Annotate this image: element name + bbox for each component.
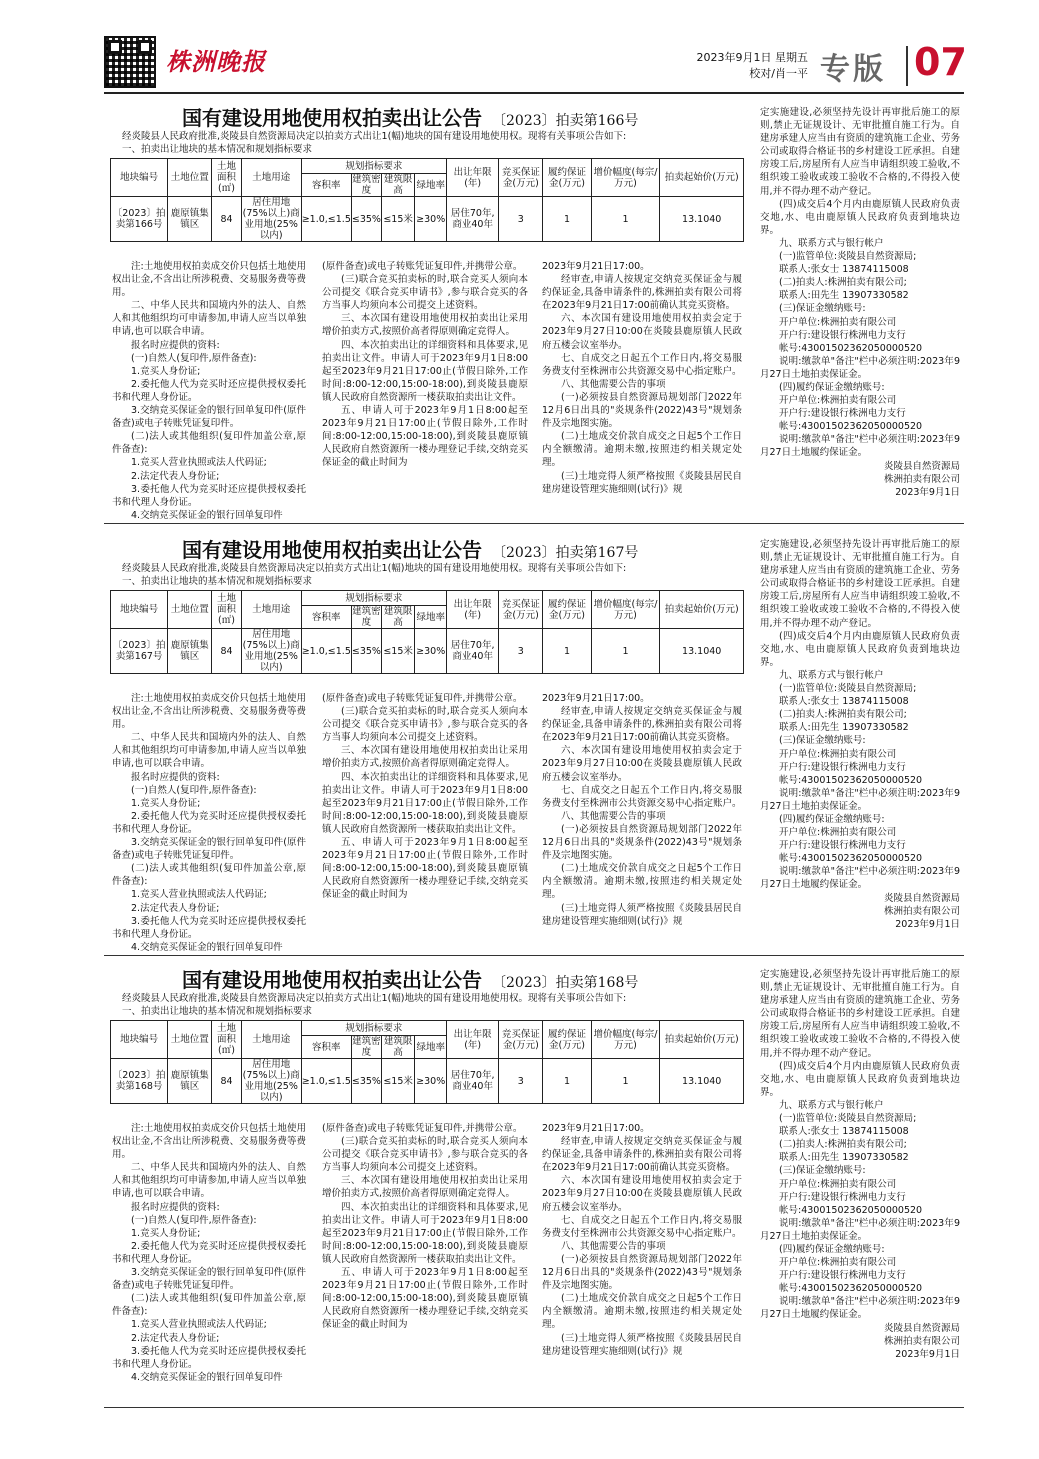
- cell-green: ≥30%: [415, 1059, 447, 1104]
- paragraph: (一)必须按县自然资源局规划部门2022年12月6日出具的"炎规条件(2022)43号"规划条件及宗地图实施。: [542, 1253, 742, 1292]
- header-deposit: 竞买保证金(万元): [499, 1021, 543, 1059]
- cell-term: 居住70年,商业40年: [447, 197, 499, 242]
- cell-perf: 1: [543, 629, 591, 674]
- header-area: 土地面积(㎡): [212, 159, 241, 197]
- paragraph: (原件备查)或电子转账凭证复印件,并携带公章。: [322, 693, 523, 704]
- announcement-title: [182, 102, 638, 131]
- header-deposit: 竞买保证金(万元): [499, 159, 543, 197]
- table-row: [111, 1059, 744, 1104]
- cell-use: 居住用地(75%以上)商业用地(25%以内): [242, 1059, 300, 1103]
- header-far: 容积率: [301, 606, 351, 629]
- paragraph: 2.法定代表人身份证;: [131, 902, 220, 914]
- plot-table: [110, 1020, 744, 1104]
- header-planning: 规划指标要求: [301, 1021, 446, 1036]
- paragraph: 3.交纳竞买保证金的银行回单复印件(原件备查)或电子转账凭证复印件。: [112, 837, 306, 862]
- paragraph: (四)履约保证金缴纳账号:: [779, 1243, 885, 1255]
- announcement-intro: [122, 992, 762, 1018]
- cell-far: ≥1.0,≤1.5: [301, 197, 351, 242]
- header-start-price: 拍卖起始价(万元): [660, 591, 744, 629]
- paragraph: 1.竞买人身份证;: [131, 365, 201, 377]
- paragraph: (一)自然人(复印件,原件备查):: [131, 784, 257, 796]
- header-location: 土地位置: [168, 1021, 212, 1059]
- cell-plot-no: 〔2023〕拍卖第166号: [111, 197, 168, 242]
- paragraph: 七、自成交之日起五个工作日内,将交易服务费支付至株洲市公共资源交易中心指定账户。: [542, 1214, 742, 1239]
- cell-height: ≤15米: [381, 629, 414, 674]
- header-perf: 履约保证金(万元): [543, 591, 591, 629]
- header-green: 绿地率: [415, 174, 447, 197]
- announcement-title: [182, 534, 638, 563]
- header-use: 土地用途: [241, 159, 301, 197]
- announcement-intro: [122, 562, 762, 588]
- cell-location: 鹿原镇集镇区: [168, 629, 212, 674]
- header-deposit: 竞买保证金(万元): [499, 591, 543, 629]
- paragraph: 报名时应提供的资料:: [131, 339, 220, 351]
- announcement-intro: [122, 130, 762, 156]
- header-area: 土地面积(㎡): [212, 1021, 241, 1059]
- paragraph: 说明:缴款单"备注"栏中必须注明:2023年9月27日土地拍卖保证金。: [760, 787, 960, 812]
- intro-heading: 一、拍卖出让地块的基本情况和规划指标要求: [122, 576, 313, 587]
- paragraph: 六、本次国有建设用地使用权拍卖会定于2023年9月27日10:00在炎陵县鹿原镇人民政府五楼会议室举办。: [542, 313, 742, 351]
- paragraph: 2.法定代表人身份证;: [131, 1332, 220, 1344]
- paragraph: 四、本次拍卖出让的详细资料和具体要求,见拍卖出让文件。申请人可于2023年9月1日8:00起至2023年9月21日17:00止(节假日除外,工作时间:8:00-12:00,15:00-18:00),到炎陵县鹿原镇人民政府自然资源所一楼获取拍卖出让文件。: [322, 339, 528, 403]
- paragraph: 四、本次拍卖出让的详细资料和具体要求,见拍卖出让文件。申请人可于2023年9月1日8:00起至2023年9月21日17:00止(节假日除外,工作时间:8:00-12:00,15:00-18:00),到炎陵县鹿原镇人民政府自然资源所一楼获取拍卖出让文件。: [322, 1201, 528, 1265]
- table-row: [111, 629, 744, 674]
- announcement-title-text: 国有建设用地使用权拍卖出让公告: [182, 106, 482, 130]
- paragraph: (二)土地成交价款自成交之日起5个工作日内全额缴清。逾期未缴,按照违约相关规定处理。: [542, 863, 742, 901]
- paragraph: 六、本次国有建设用地使用权拍卖会定于2023年9月27日10:00在炎陵县鹿原镇人民政府五楼会议室举办。: [542, 1175, 742, 1213]
- cell-term: 居住70年,商业40年: [447, 629, 499, 674]
- paragraph: (三)土地竞得人须严格按照《炎陵县居民自建房建设管理实施细则(试行)》规: [542, 1332, 742, 1357]
- paragraph: 注:土地使用权拍卖成交价只包括土地使用权出让金,不含出让所涉税费、交易服务费等费用。: [112, 261, 306, 299]
- paragraph: (二)土地成交价款自成交之日起5个工作日内全额缴清。逾期未缴,按照违约相关规定处理。: [542, 1293, 742, 1331]
- plot-table: [110, 158, 744, 242]
- paragraph: 联系人:田先生 13907330582: [779, 1152, 909, 1164]
- header-plot-no: 地块编号: [111, 1021, 168, 1059]
- cell-increment: 1: [591, 1059, 660, 1104]
- paragraph: 开户单位:株洲拍卖有限公司: [779, 1257, 897, 1269]
- cell-perf: 1: [543, 197, 591, 242]
- paragraph: (三)联合竞买拍卖标的时,联合竞买人须向本公司提交《联合竞买申请书》,参与联合竞买的各方当事人均须向本公司提交上述资料。: [322, 274, 528, 312]
- body-column-3: [542, 692, 742, 928]
- paragraph: 说明:缴款单"备注"栏中必须注明:2023年9月27日土地履约保证金。: [760, 866, 960, 891]
- paragraph: 2.委托他人代为竞买时还应提供授权委托书和代理人身份证。: [112, 810, 306, 835]
- paragraph: (一)必须按县自然资源局规划部门2022年12月6日出具的"炎规条件(2022)43号"规划条件及宗地图实施。: [542, 823, 742, 862]
- header-use: 土地用途: [241, 591, 301, 629]
- header-plot-no: 地块编号: [111, 591, 168, 629]
- header-start-price: 拍卖起始价(万元): [660, 159, 744, 197]
- signature-date: 2023年9月1日: [895, 918, 960, 930]
- header-density: 建筑密度: [352, 1036, 381, 1058]
- cell-deposit: 3: [499, 1059, 543, 1104]
- paragraph: 3.委托他人代为竞买时还应提供授权委托书和代理人身份证。: [112, 1345, 306, 1370]
- newspaper-logo: 株洲晚报: [166, 47, 266, 76]
- paragraph: 经审查,申请人按规定交纳竞买保证金与履约保证金,具备申请条件的,株洲拍卖有限公司将在2023年9月21日17:00前确认其竞买资格。: [542, 1136, 742, 1174]
- body-column-2: [322, 692, 528, 902]
- paragraph: (一)监管单位:炎陵县自然资源局;: [779, 1113, 917, 1125]
- body-column-2: [322, 1122, 528, 1332]
- intro-heading: 一、拍卖出让地块的基本情况和规划指标要求: [122, 144, 313, 155]
- paragraph: 开户行:建设银行株洲电力支行: [779, 408, 906, 420]
- paragraph: 1.竞买人营业执照或法人代码证;: [131, 457, 267, 469]
- paragraph: 帐号:43001502362050000520: [779, 853, 923, 865]
- cell-density: ≤35%: [351, 629, 381, 674]
- body-column-1: [112, 692, 306, 954]
- signature-org: 炎陵县自然资源局: [883, 892, 960, 904]
- paragraph: 3.交纳竞买保证金的银行回单复印件(原件备查)或电子转账凭证复印件。: [112, 405, 306, 430]
- header-planning: 规划指标要求: [301, 591, 446, 606]
- cell-density: ≤35%: [351, 197, 381, 242]
- paragraph: 九、联系方式与银行帐户: [779, 669, 884, 681]
- paragraph: 说明:缴款单"备注"栏中必须注明:2023年9月27日土地拍卖保证金。: [760, 1217, 960, 1242]
- paragraph: 2023年9月21日17:00。: [542, 693, 650, 704]
- paragraph: 七、自成交之日起五个工作日内,将交易服务费支付至株洲市公共资源交易中心指定账户。: [542, 784, 742, 809]
- body-column-4: [760, 538, 960, 931]
- paragraph: (四)履约保证金缴纳账号:: [779, 381, 885, 393]
- body-column-3: [542, 260, 742, 496]
- signature-date: 2023年9月1日: [895, 1348, 960, 1360]
- paragraph: 二、中华人民共和国境内外的法人、自然人和其他组织均可申请参加,申请人应当以单独申请,也可以联合申请。: [112, 300, 306, 338]
- paragraph: 说明:缴款单"备注"栏中必须注明:2023年9月27日土地履约保证金。: [760, 1296, 960, 1321]
- dateline: [660, 50, 808, 82]
- paragraph: (四)履约保证金缴纳账号:: [779, 813, 885, 825]
- paragraph: 2.委托他人代为竞买时还应提供授权委托书和代理人身份证。: [112, 378, 306, 403]
- paragraph: 开户行:建设银行株洲电力支行: [779, 840, 906, 852]
- cell-area: 84: [212, 629, 241, 674]
- paragraph: 联系人:张女士 13874115008: [779, 696, 909, 708]
- paragraph: (四)成交后4个月内由鹿原镇人民政府负责交地,水、电由鹿原镇人民政府负责到地块边界。: [760, 1060, 960, 1098]
- cell-far: ≥1.0,≤1.5: [301, 1059, 351, 1104]
- paragraph: 说明:缴款单"备注"栏中必须注明:2023年9月27日土地拍卖保证金。: [760, 355, 960, 380]
- paragraph: 八、其他需要公告的事项: [561, 810, 666, 822]
- section-divider: [104, 1407, 964, 1408]
- paragraph: 三、本次国有建设用地使用权拍卖出让采用增价拍卖方式,按照价高者得原则确定竞得人。: [322, 1175, 528, 1200]
- qr-code-icon: [104, 36, 156, 88]
- paragraph: 联系人:田先生 13907330582: [779, 722, 909, 734]
- header-term: 出让年限(年): [447, 159, 499, 197]
- paragraph: 注:土地使用权拍卖成交价只包括土地使用权出让金,不含出让所涉税费、交易服务费等费用。: [112, 693, 306, 731]
- cell-plot-no: 〔2023〕拍卖第167号: [111, 629, 168, 674]
- paragraph: 五、申请人可于2023年9月1日8:00起至2023年9月21日17:00止(节假日除外,工作时间:8:00-12:00,15:00-18:00),到炎陵县鹿原镇人民政府自然资源所一楼办理登记手续,交纳竞买保证金的截止时间为: [322, 1267, 528, 1331]
- header-term: 出让年限(年): [447, 591, 499, 629]
- page-header: [0, 0, 1039, 96]
- paragraph: 三、本次国有建设用地使用权拍卖出让采用增价拍卖方式,按照价高者得原则确定竞得人。: [322, 745, 528, 770]
- paragraph: (四)成交后4个月内由鹿原镇人民政府负责交地,水、电由鹿原镇人民政府负责到地块边界。: [760, 198, 960, 236]
- announcement-number: 〔2023〕拍卖第167号: [492, 545, 639, 561]
- paragraph: 1.竞买人营业执照或法人代码证;: [131, 889, 267, 901]
- plot-table: [110, 590, 744, 674]
- cell-location: 鹿原镇集镇区: [168, 1059, 212, 1104]
- header-perf: 履约保证金(万元): [543, 159, 591, 197]
- paragraph: 帐号:43001502362050000520: [779, 342, 923, 354]
- paragraph: 开户行:建设银行株洲电力支行: [779, 329, 906, 341]
- paragraph: 报名时应提供的资料:: [131, 1201, 220, 1213]
- paragraph: 定实施建设,必须坚持先设计再审批后施工的原则,禁止无证规设计、无审批擅自施工行为。自建房承建人应当由有资质的建筑施工企业、劳务公司或取得合格证书的乡村建设工匠承担。自建房竣工后,房屋所有人应当申请组织竣工验收,不组织竣工验收或竣工验收不合格的,不得投入使用,并不得办理不动产登记。: [760, 539, 960, 629]
- signature-org: 株洲拍卖有限公司: [883, 905, 960, 917]
- signature-org: 株洲拍卖有限公司: [883, 1335, 960, 1347]
- header-rule: [104, 92, 964, 94]
- paragraph: 2023年9月21日17:00。: [542, 261, 650, 272]
- section-divider: [104, 523, 964, 524]
- cell-start-price: 13.1040: [660, 197, 744, 242]
- header-plot-no: 地块编号: [111, 159, 168, 197]
- cell-use: 居住用地(75%以上)商业用地(25%以内): [242, 197, 300, 241]
- paragraph: (三)土地竞得人须严格按照《炎陵县居民自建房建设管理实施细则(试行)》规: [542, 902, 742, 927]
- header-green: 绿地率: [415, 606, 447, 629]
- paragraph: 开户单位:株洲拍卖有限公司: [779, 316, 897, 328]
- paragraph: 2023年9月21日17:00。: [542, 1123, 650, 1134]
- cell-far: ≥1.0,≤1.5: [301, 629, 351, 674]
- header-density: 建筑密度: [352, 174, 381, 196]
- announcement-title-text: 国有建设用地使用权拍卖出让公告: [182, 968, 482, 992]
- paragraph: 二、中华人民共和国境内外的法人、自然人和其他组织均可申请参加,申请人应当以单独申请,也可以联合申请。: [112, 732, 306, 770]
- paragraph: 注:土地使用权拍卖成交价只包括土地使用权出让金,不含出让所涉税费、交易服务费等费用。: [112, 1123, 306, 1161]
- paragraph: 二、中华人民共和国境内外的法人、自然人和其他组织均可申请参加,申请人应当以单独申请,也可以联合申请。: [112, 1162, 306, 1200]
- page-number: 07: [914, 40, 967, 84]
- cell-start-price: 13.1040: [660, 1059, 744, 1104]
- paragraph: 4.交纳竞买保证金的银行回单复印件: [131, 941, 283, 953]
- paragraph: 4.交纳竞买保证金的银行回单复印件: [131, 509, 283, 521]
- paragraph: 六、本次国有建设用地使用权拍卖会定于2023年9月27日10:00在炎陵县鹿原镇人民政府五楼会议室举办。: [542, 745, 742, 783]
- paragraph: 开户单位:株洲拍卖有限公司: [779, 748, 897, 760]
- header-start-price: 拍卖起始价(万元): [660, 1021, 744, 1059]
- paragraph: (二)拍卖人:株洲拍卖有限公司;: [779, 709, 907, 721]
- cell-density: ≤35%: [351, 1059, 381, 1104]
- header-height: 建筑限高: [381, 174, 414, 197]
- paragraph: 开户行:建设银行株洲电力支行: [779, 1270, 906, 1282]
- table-row: [111, 197, 744, 242]
- paragraph: (三)保证金缴纳账号:: [779, 303, 866, 315]
- paragraph: (三)保证金缴纳账号:: [779, 1165, 866, 1177]
- paragraph: 报名时应提供的资料:: [131, 771, 220, 783]
- section-divider: [104, 955, 964, 956]
- body-column-3: [542, 1122, 742, 1358]
- paragraph: 1.竞买人身份证;: [131, 1227, 201, 1239]
- paragraph: (一)自然人(复印件,原件备查):: [131, 1214, 257, 1226]
- body-column-1: [112, 1122, 306, 1384]
- header-increment: 增价幅度(每宗/万元): [591, 1021, 660, 1059]
- paragraph: 经审查,申请人按规定交纳竞买保证金与履约保证金,具备申请条件的,株洲拍卖有限公司将在2023年9月21日17:00前确认其竞买资格。: [542, 706, 742, 744]
- paragraph: 开户单位:株洲拍卖有限公司: [779, 1178, 897, 1190]
- paragraph: 2.委托他人代为竞买时还应提供授权委托书和代理人身份证。: [112, 1240, 306, 1265]
- header-divider: [906, 46, 908, 86]
- paragraph: (一)必须按县自然资源局规划部门2022年12月6日出具的"炎规条件(2022)43号"规划条件及宗地图实施。: [542, 391, 742, 430]
- cell-height: ≤15米: [381, 197, 414, 242]
- body-column-4: [760, 106, 960, 499]
- paragraph: 4.交纳竞买保证金的银行回单复印件: [131, 1371, 283, 1383]
- header-planning: 规划指标要求: [301, 159, 446, 174]
- paragraph: 七、自成交之日起五个工作日内,将交易服务费支付至株洲市公共资源交易中心指定账户。: [542, 352, 742, 377]
- column-name: 专版: [820, 52, 886, 87]
- header-use: 土地用途: [241, 1021, 301, 1059]
- paragraph: (二)法人或其他组织(复印件加盖公章,原件备查):: [112, 1293, 306, 1318]
- paragraph: 3.委托他人代为竞买时还应提供授权委托书和代理人身份证。: [112, 483, 306, 508]
- header-density: 建筑密度: [352, 606, 381, 628]
- body-column-2: [322, 260, 528, 470]
- cell-increment: 1: [591, 197, 660, 242]
- paragraph: (原件备查)或电子转账凭证复印件,并携带公章。: [322, 1123, 523, 1134]
- paragraph: (一)自然人(复印件,原件备查):: [131, 352, 257, 364]
- cell-perf: 1: [543, 1059, 591, 1104]
- header-area: 土地面积(㎡): [212, 591, 241, 629]
- paragraph: 开户单位:株洲拍卖有限公司: [779, 395, 897, 407]
- cell-use: 居住用地(75%以上)商业用地(25%以内): [242, 629, 300, 673]
- paragraph: 帐号:43001502362050000520: [779, 1204, 923, 1216]
- paragraph: 联系人:张女士 13874115008: [779, 1126, 909, 1138]
- paragraph: (一)监管单位:炎陵县自然资源局;: [779, 251, 917, 263]
- paragraph: (二)拍卖人:株洲拍卖有限公司;: [779, 277, 907, 289]
- intro-line: 经炎陵县人民政府批准,炎陵县自然资源局决定以拍卖方式出让1(幅)地块的国有建设用地使用权。现将有关事项公告如下:: [122, 131, 627, 142]
- header-height: 建筑限高: [381, 606, 414, 629]
- announcement-title-text: 国有建设用地使用权拍卖出让公告: [182, 538, 482, 562]
- announcement-title: [182, 964, 638, 993]
- paragraph: 五、申请人可于2023年9月1日8:00起至2023年9月21日17:00止(节假日除外,工作时间:8:00-12:00,15:00-18:00),到炎陵县鹿原镇人民政府自然资源所一楼办理登记手续,交纳竞买保证金的截止时间为: [322, 405, 528, 469]
- header-far: 容积率: [301, 1036, 351, 1059]
- paragraph: (二)拍卖人:株洲拍卖有限公司;: [779, 1139, 907, 1151]
- paragraph: 五、申请人可于2023年9月1日8:00起至2023年9月21日17:00止(节假日除外,工作时间:8:00-12:00,15:00-18:00),到炎陵县鹿原镇人民政府自然资源所一楼办理登记手续,交纳竞买保证金的截止时间为: [322, 837, 528, 901]
- paragraph: 三、本次国有建设用地使用权拍卖出让采用增价拍卖方式,按照价高者得原则确定竞得人。: [322, 313, 528, 338]
- header-green: 绿地率: [415, 1036, 447, 1059]
- paragraph: 帐号:43001502362050000520: [779, 774, 923, 786]
- paragraph: 九、联系方式与银行帐户: [779, 237, 884, 249]
- paragraph: 定实施建设,必须坚持先设计再审批后施工的原则,禁止无证规设计、无审批擅自施工行为。自建房承建人应当由有资质的建筑施工企业、劳务公司或取得合格证书的乡村建设工匠承担。自建房竣工后,房屋所有人应当申请组织竣工验收,不组织竣工验收或竣工验收不合格的,不得投入使用,并不得办理不动产登记。: [760, 969, 960, 1059]
- editor-credit: 校对/肖一平: [749, 67, 808, 80]
- paragraph: (一)监管单位:炎陵县自然资源局;: [779, 683, 917, 695]
- header-location: 土地位置: [168, 591, 212, 629]
- cell-green: ≥30%: [415, 629, 447, 674]
- paragraph: 定实施建设,必须坚持先设计再审批后施工的原则,禁止无证规设计、无审批擅自施工行为。自建房承建人应当由有资质的建筑施工企业、劳务公司或取得合格证书的乡村建设工匠承担。自建房竣工后,房屋所有人应当申请组织竣工验收,不组织竣工验收或竣工验收不合格的,不得投入使用,并不得办理不动产登记。: [760, 107, 960, 197]
- paragraph: (二)法人或其他组织(复印件加盖公章,原件备查):: [112, 863, 306, 888]
- signature-date: 2023年9月1日: [895, 486, 960, 498]
- paragraph: (四)成交后4个月内由鹿原镇人民政府负责交地,水、电由鹿原镇人民政府负责到地块边界。: [760, 630, 960, 668]
- paragraph: 经审查,申请人按规定交纳竞买保证金与履约保证金,具备申请条件的,株洲拍卖有限公司将在2023年9月21日17:00前确认其竞买资格。: [542, 274, 742, 312]
- body-column-1: [112, 260, 306, 522]
- paragraph: (二)土地成交价款自成交之日起5个工作日内全额缴清。逾期未缴,按照违约相关规定处理。: [542, 431, 742, 469]
- paragraph: 九、联系方式与银行帐户: [779, 1099, 884, 1111]
- paragraph: 八、其他需要公告的事项: [561, 1240, 666, 1252]
- paragraph: 联系人:张女士 13874115008: [779, 264, 909, 276]
- paragraph: 开户单位:株洲拍卖有限公司: [779, 827, 897, 839]
- cell-plot-no: 〔2023〕拍卖第168号: [111, 1059, 168, 1104]
- paragraph: 2.法定代表人身份证;: [131, 470, 220, 482]
- cell-deposit: 3: [499, 629, 543, 674]
- paragraph: (原件备查)或电子转账凭证复印件,并携带公章。: [322, 261, 523, 272]
- cell-start-price: 13.1040: [660, 629, 744, 674]
- paragraph: 八、其他需要公告的事项: [561, 378, 666, 390]
- intro-heading: 一、拍卖出让地块的基本情况和规划指标要求: [122, 1006, 313, 1017]
- paragraph: 1.竞买人身份证;: [131, 797, 201, 809]
- cell-increment: 1: [591, 629, 660, 674]
- signature-org: 炎陵县自然资源局: [883, 1322, 960, 1334]
- body-column-4: [760, 968, 960, 1361]
- header-location: 土地位置: [168, 159, 212, 197]
- signature-org: 株洲拍卖有限公司: [883, 473, 960, 485]
- paragraph: 帐号:43001502362050000520: [779, 421, 923, 433]
- intro-line: 经炎陵县人民政府批准,炎陵县自然资源局决定以拍卖方式出让1(幅)地块的国有建设用地使用权。现将有关事项公告如下:: [122, 993, 627, 1004]
- signature-org: 炎陵县自然资源局: [883, 460, 960, 472]
- paragraph: (三)土地竞得人须严格按照《炎陵县居民自建房建设管理实施细则(试行)》规: [542, 470, 742, 495]
- header-height: 建筑限高: [381, 1036, 414, 1059]
- issue-date: 2023年9月1日 星期五: [696, 51, 808, 64]
- announcement-number: 〔2023〕拍卖第166号: [492, 113, 639, 129]
- cell-deposit: 3: [499, 197, 543, 242]
- header-increment: 增价幅度(每宗/万元): [591, 159, 660, 197]
- cell-area: 84: [212, 197, 241, 242]
- header-perf: 履约保证金(万元): [543, 1021, 591, 1059]
- paragraph: (二)法人或其他组织(复印件加盖公章,原件备查):: [112, 431, 306, 456]
- cell-green: ≥30%: [415, 197, 447, 242]
- announcement-number: 〔2023〕拍卖第168号: [492, 975, 639, 991]
- paragraph: (三)保证金缴纳账号:: [779, 735, 866, 747]
- paragraph: 开户行:建设银行株洲电力支行: [779, 761, 906, 773]
- paragraph: 3.委托他人代为竞买时还应提供授权委托书和代理人身份证。: [112, 915, 306, 940]
- header-increment: 增价幅度(每宗/万元): [591, 591, 660, 629]
- paragraph: (三)联合竞买拍卖标的时,联合竞买人须向本公司提交《联合竞买申请书》,参与联合竞买的各方当事人均须向本公司提交上述资料。: [322, 1136, 528, 1174]
- cell-location: 鹿原镇集镇区: [168, 197, 212, 242]
- paragraph: 四、本次拍卖出让的详细资料和具体要求,见拍卖出让文件。申请人可于2023年9月1日8:00起至2023年9月21日17:00止(节假日除外,工作时间:8:00-12:00,15:00-18:00),到炎陵县鹿原镇人民政府自然资源所一楼获取拍卖出让文件。: [322, 771, 528, 835]
- intro-line: 经炎陵县人民政府批准,炎陵县自然资源局决定以拍卖方式出让1(幅)地块的国有建设用地使用权。现将有关事项公告如下:: [122, 563, 627, 574]
- paragraph: 3.交纳竞买保证金的银行回单复印件(原件备查)或电子转账凭证复印件。: [112, 1267, 306, 1292]
- paragraph: 开户行:建设银行株洲电力支行: [779, 1191, 906, 1203]
- cell-area: 84: [212, 1059, 241, 1104]
- paragraph: 联系人:田先生 13907330582: [779, 290, 909, 302]
- paragraph: 1.竞买人营业执照或法人代码证;: [131, 1319, 267, 1331]
- paragraph: 帐号:43001502362050000520: [779, 1283, 923, 1295]
- header-far: 容积率: [301, 174, 351, 197]
- header-term: 出让年限(年): [447, 1021, 499, 1059]
- paragraph: 说明:缴款单"备注"栏中必须注明:2023年9月27日土地履约保证金。: [760, 434, 960, 459]
- cell-term: 居住70年,商业40年: [447, 1059, 499, 1104]
- paragraph: (三)联合竞买拍卖标的时,联合竞买人须向本公司提交《联合竞买申请书》,参与联合竞买的各方当事人均须向本公司提交上述资料。: [322, 706, 528, 744]
- cell-height: ≤15米: [381, 1059, 414, 1104]
